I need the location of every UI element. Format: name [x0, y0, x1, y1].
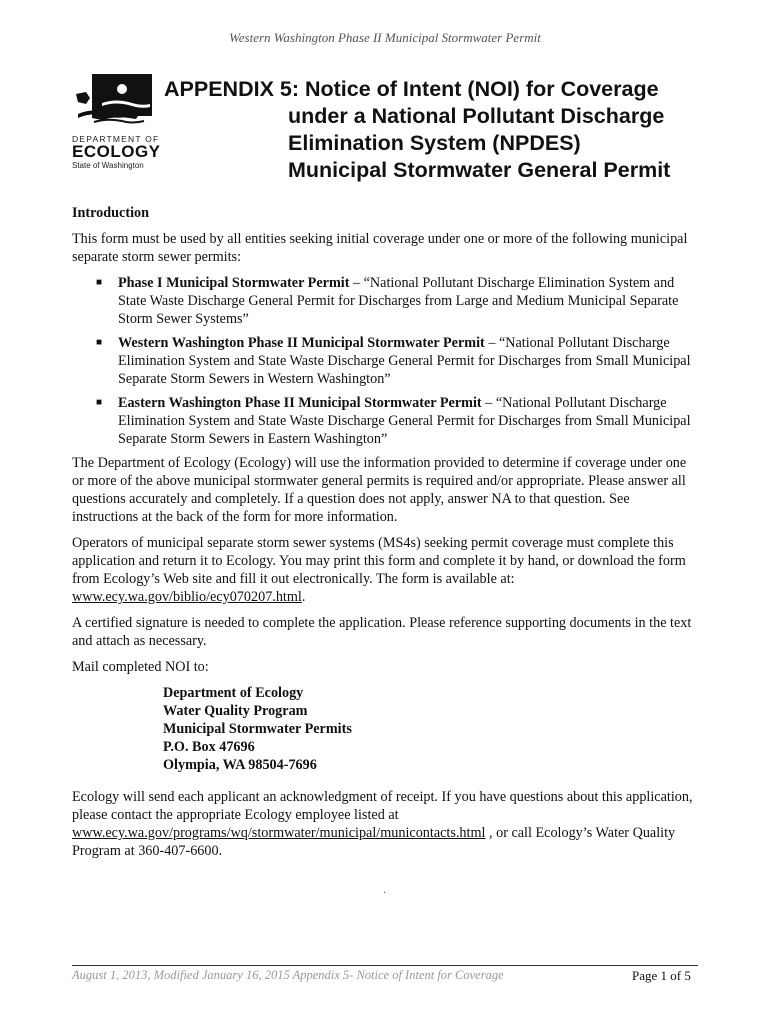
intro-lead: This form must be used by all entities seeking initial coverage under one or more of the following municipal separate storm sewer permits:	[72, 231, 688, 265]
logo-dept-line: DEPARTMENT OF	[72, 134, 160, 144]
document-title	[164, 76, 724, 184]
address-line: Municipal Stormwater Permits	[163, 721, 352, 737]
contacts-link[interactable]: www.ecy.wa.gov/programs/wq/stormwater/municipal/municontacts.html	[72, 825, 486, 841]
title-line-4: Municipal Stormwater General Permit	[288, 158, 671, 182]
bullet-icon: ■	[96, 337, 103, 348]
footer-divider	[72, 965, 698, 966]
permit-desc: – “National Pollutant Discharge Elimination System and State Waste Discharge General Permit for Discharges from Small Municipal Separate Storm Sewers in Eastern Washington”	[118, 395, 691, 447]
address-line: Department of Ecology	[163, 685, 304, 701]
title-line-2: under a National Pollutant Discharge	[288, 104, 665, 128]
running-header: Western Washington Phase II Municipal Stormwater Permit	[229, 30, 541, 45]
permit-name: Eastern Washington Phase II Municipal Stormwater Permit	[118, 395, 482, 411]
mail-label: Mail completed NOI to:	[72, 659, 209, 675]
permit-list	[72, 274, 698, 448]
page-number: Page 1 of 5	[632, 968, 691, 983]
ecology-logo	[72, 74, 162, 170]
address-line: Olympia, WA 98504-7696	[163, 757, 317, 773]
paragraph-ms4-operators	[72, 534, 698, 606]
logo-state-line: State of Washington	[72, 161, 144, 170]
paragraph-text: Operators of municipal separate storm sewer systems (MS4s) seeking permit coverage must complete this application and return it to Ecology. You may print this form and complete it by hand, or download the form from Ecology’s Web site and fill it out electronically. The form is available at:	[72, 535, 686, 587]
bullet-icon: ■	[96, 397, 103, 408]
stray-mark: .	[383, 882, 386, 896]
mailing-address	[163, 684, 698, 774]
footer-note: August 1, 2013, Modified January 16, 2015 Appendix 5- Notice of Intent for Coverage	[72, 968, 504, 982]
paragraph-acknowledgment	[72, 788, 698, 860]
paragraph-end: , or call Ecology’s Water Quality Program at 360-407-6600.	[72, 825, 676, 859]
logo-name: ECOLOGY	[72, 142, 161, 161]
permit-desc: – “National Pollutant Discharge Elimination System and State Waste Discharge General Permit for Discharges from Small Municipal Separate Storm Sewers in Western Washington”	[118, 335, 691, 387]
form-download-link[interactable]: www.ecy.wa.gov/biblio/ecy070207.html	[72, 589, 302, 605]
permit-name: Western Washington Phase II Municipal Stormwater Permit	[118, 335, 485, 351]
permit-desc: – “National Pollutant Discharge Elimination System and State Waste Discharge General Permit for Discharges from Large and Medium Municipal Separate Storm Sewer Systems”	[118, 275, 679, 327]
permit-name: Phase I Municipal Stormwater Permit	[118, 275, 350, 291]
title-line-3: Elimination System (NPDES)	[288, 131, 581, 155]
list-item	[72, 274, 698, 328]
document-body	[72, 204, 698, 868]
address-line: P.O. Box 47696	[163, 739, 255, 755]
paragraph-text: Ecology will send each applicant an acknowledgment of receipt. If you have questions about this application, please contact the appropriate Ecology employee listed at	[72, 789, 693, 823]
paragraph-end: .	[301, 589, 306, 605]
list-item	[72, 334, 698, 388]
address-line: Water Quality Program	[163, 703, 308, 719]
list-item	[72, 394, 698, 448]
paragraph-signature: A certified signature is needed to complete the application. Please reference supporting documents in the text and attach as necessary.	[72, 615, 692, 649]
title-line-1: APPENDIX 5: Notice of Intent (NOI) for Coverage	[164, 77, 659, 101]
ecology-logo-icon	[72, 74, 152, 130]
bullet-icon: ■	[96, 277, 103, 288]
section-heading: Introduction	[72, 205, 149, 221]
paragraph-ecology-use: The Department of Ecology (Ecology) will use the information provided to determine if coverage under one or more of the above municipal stormwater general permits is required and/or appropriate. Please answer all questions accurately and completely. If a question does not apply, answer NA to that question. See instructions at the back of the form for more information.	[72, 455, 687, 525]
